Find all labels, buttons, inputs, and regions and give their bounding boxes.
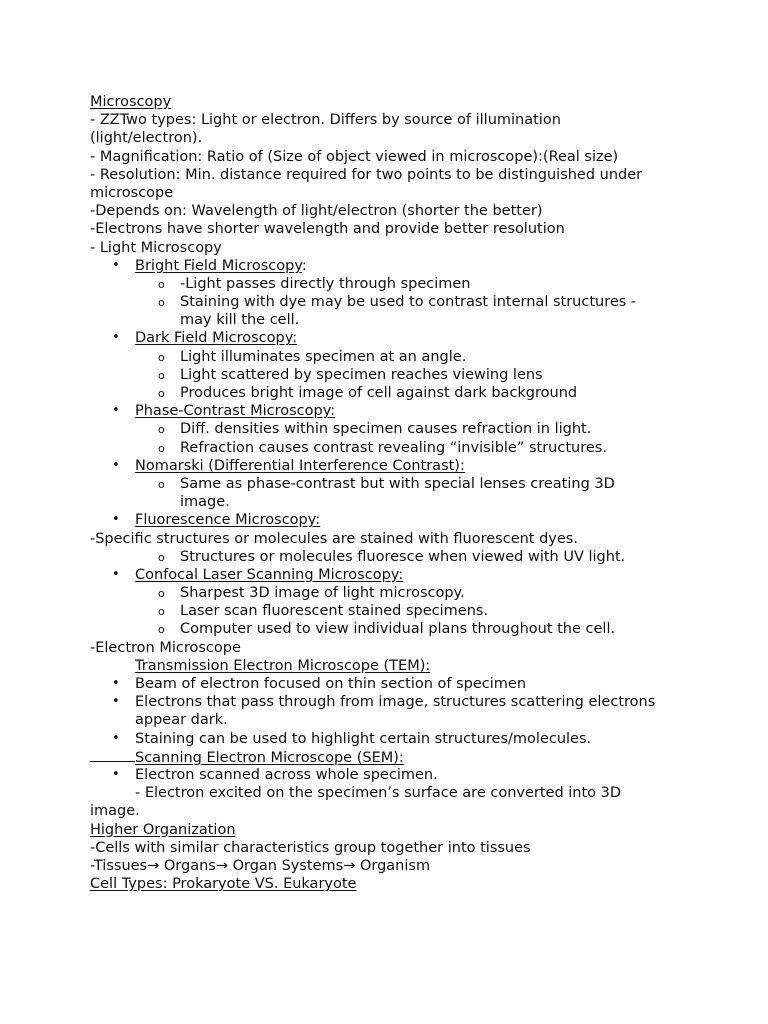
circle-bullet-icon: o xyxy=(158,477,165,491)
heading-cell-types: Cell Types: Prokaryote VS. Eukaryote xyxy=(90,876,357,893)
sub-bullet-text: Diff. densities within specimen causes refraction in light. xyxy=(180,421,592,438)
sub-bullet xyxy=(90,293,690,311)
intro-line: -Electrons have shorter wavelength and provide better resolution xyxy=(90,221,565,238)
tem-heading-row xyxy=(90,657,690,675)
sub-bullet xyxy=(90,420,690,438)
bullet-icon: • xyxy=(112,566,120,582)
sub-bullet xyxy=(90,584,690,602)
bullet-bright-field xyxy=(90,257,690,275)
phase-contrast-title: Phase-Contrast Microscopy: xyxy=(135,403,336,420)
sub-bullet-text: -Light passes directly through specimen xyxy=(180,275,471,292)
circle-bullet-icon: o xyxy=(158,605,165,619)
bullet-text: Beam of electron focused on thin section of specimen xyxy=(135,676,527,692)
intro-line: - Magnification: Ratio of (Size of object viewed in microscope):(Real size) xyxy=(90,148,619,165)
intro-line: - Light Microscopy xyxy=(90,239,222,256)
sub-bullet-text: Computer used to view individual plans throughout the cell. xyxy=(180,621,616,638)
sem-detail-line: - Electron excited on the specimen’s surface are converted into 3D xyxy=(135,785,622,802)
circle-bullet-icon: o xyxy=(158,423,165,437)
sub-bullet-text: Staining with dye may be used to contrast internal structures - xyxy=(180,294,637,311)
nomarski-title: Nomarski (Differential Interference Contrast): xyxy=(135,457,465,474)
bullet-continuation: appear dark. xyxy=(135,712,228,729)
sub-bullet-text: Structures or molecules fluoresce when viewed with UV light. xyxy=(180,548,626,565)
circle-bullet-icon: o xyxy=(158,623,165,637)
sub-bullet-text: Produces bright image of cell against dark background xyxy=(180,385,578,401)
circle-bullet-icon: o xyxy=(158,277,165,291)
bullet-dark-field xyxy=(90,329,690,347)
sub-bullet xyxy=(90,275,690,293)
sub-bullet-text: Refraction causes contrast revealing “invisible” structures. xyxy=(180,439,607,456)
intro-line: - Resolution: Min. distance required for two points to be distinguished under xyxy=(90,166,643,183)
fluorescence-title: Fluorescence Microscopy: xyxy=(135,512,321,529)
heading-microscopy: Microscopy xyxy=(90,94,172,110)
bright-field-title: Bright Field Microscopy xyxy=(135,257,302,274)
sub-bullet xyxy=(90,548,690,566)
sub-bullet-text: Laser scan fluorescent stained specimens. xyxy=(180,603,489,620)
bullet-nomarski xyxy=(90,457,690,475)
organization-line: -Cells with similar characteristics group together into tissues xyxy=(90,839,531,856)
tem-title: Transmission Electron Microscope (TEM): xyxy=(135,657,431,674)
sub-bullet-text: Light scattered by specimen reaches viewing lens xyxy=(180,366,543,383)
confocal-title: Confocal Laser Scanning Microscopy: xyxy=(135,566,404,583)
heading-higher-organization: Higher Organization xyxy=(90,821,236,838)
bullet-icon: • xyxy=(112,694,120,710)
electron-microscope-label: -Electron Microscope xyxy=(90,639,241,656)
bullet-text: Electron scanned across whole specimen. xyxy=(135,766,438,783)
bullet-icon: • xyxy=(112,330,120,346)
sub-bullet xyxy=(90,602,690,620)
document-page xyxy=(90,93,690,893)
bullet-icon: • xyxy=(112,676,120,691)
bullet-item xyxy=(90,675,690,693)
sub-bullet xyxy=(90,439,690,457)
bullet-icon: • xyxy=(112,257,120,273)
sem-detail-continuation: image. xyxy=(90,803,140,820)
bullet-item xyxy=(90,730,690,748)
sub-bullet-continuation: may kill the cell. xyxy=(180,312,300,329)
dark-field-title: Dark Field Microscopy: xyxy=(135,330,298,347)
sem-title: Scanning Electron Microscope (SEM): xyxy=(135,749,404,766)
bullet-confocal xyxy=(90,566,690,584)
bullet-icon: • xyxy=(112,457,120,473)
sub-bullet xyxy=(90,384,690,402)
bright-field-colon: : xyxy=(301,257,307,274)
circle-bullet-icon: o xyxy=(158,550,165,564)
sub-bullet-text: Sharpest 3D image of light microscopy. xyxy=(180,585,465,602)
bullet-icon: • xyxy=(112,512,120,528)
circle-bullet-icon: o xyxy=(158,350,165,364)
intro-line: microscope xyxy=(90,184,174,201)
sub-bullet-text: Same as phase-contrast but with special lenses creating 3D xyxy=(180,475,615,492)
sub-bullet xyxy=(90,348,690,366)
intro-line: -Depends on: Wavelength of light/electron (shorter the better) xyxy=(90,203,543,220)
circle-bullet-icon: o xyxy=(158,387,165,400)
sub-bullet xyxy=(90,366,690,384)
intro-line: - ZZTwo types: Light or electron. Differs by source of illumination xyxy=(90,112,561,129)
bullet-icon: • xyxy=(112,403,120,419)
circle-bullet-icon: o xyxy=(158,368,165,382)
sub-bullet-continuation: image. xyxy=(180,494,230,511)
circle-bullet-icon: o xyxy=(158,587,165,601)
bullet-text: Staining can be used to highlight certain structures/molecules. xyxy=(135,730,592,747)
organization-line: -Tissues→ Organs→ Organ Systems→ Organism xyxy=(90,857,431,874)
underline-rule xyxy=(90,748,135,762)
bullet-text: Electrons that pass through from image, structures scattering electrons xyxy=(135,694,656,711)
bullet-fluorescence xyxy=(90,511,690,529)
sub-bullet xyxy=(90,475,690,493)
sub-bullet xyxy=(90,620,690,638)
bullet-icon: • xyxy=(112,730,120,746)
bullet-item xyxy=(90,693,690,711)
fluorescence-note: -Specific structures or molecules are stained with fluorescent dyes. xyxy=(90,530,578,547)
bullet-item xyxy=(90,766,690,784)
intro-line: (light/electron). xyxy=(90,130,203,147)
circle-bullet-icon: o xyxy=(158,296,165,310)
bullet-icon: • xyxy=(112,766,120,782)
circle-bullet-icon: o xyxy=(158,441,165,455)
sub-bullet-text: Light illuminates specimen at an angle. xyxy=(180,348,467,365)
sem-heading-row xyxy=(90,748,690,766)
bullet-phase-contrast xyxy=(90,402,690,420)
